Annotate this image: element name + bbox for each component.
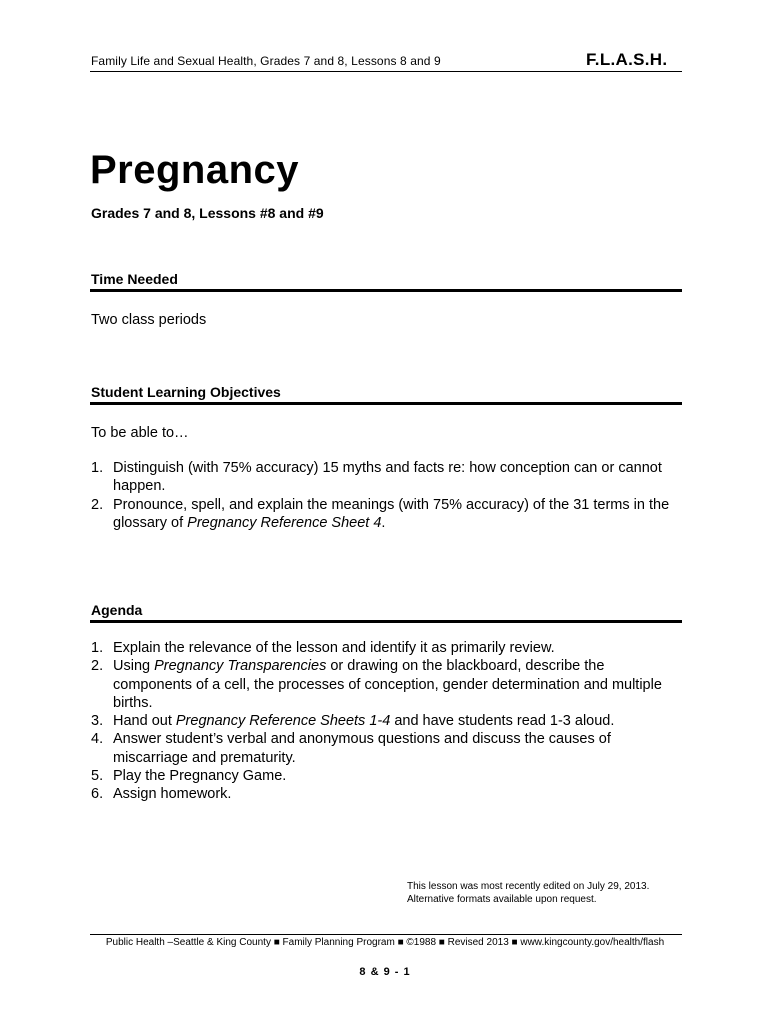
footer-divider	[90, 934, 682, 935]
agenda-text: Answer student’s verbal and anonymous questions and discuss the causes of miscarriage and prematurity.	[113, 731, 611, 766]
alt-formats-note: Alternative formats available upon request.	[407, 894, 597, 905]
objective-emphasis: Pregnancy Reference Sheet 4	[187, 514, 382, 531]
objectives-intro: To be able to…	[91, 425, 189, 441]
list-number: 1.	[91, 640, 104, 656]
page-title: Pregnancy	[90, 148, 300, 192]
agenda-text-tail: and have students read 1-3 aloud.	[390, 713, 615, 730]
agenda-text: Play the Pregnancy Game.	[113, 768, 287, 785]
page-number: 8 & 9 - 1	[359, 966, 411, 978]
section-heading-time-needed: Time Needed	[91, 271, 178, 287]
agenda-item	[91, 639, 671, 657]
section-divider-objectives	[90, 402, 682, 405]
agenda-item	[91, 767, 671, 785]
agenda-item	[91, 657, 671, 712]
section-divider-time-needed	[90, 289, 682, 292]
agenda-text: Explain the relevance of the lesson and identify it as primarily review.	[113, 640, 555, 656]
agenda-text-tail: or drawing on the blackboard, describe the components of a cell, the processes of conception, gender determination and multiple births.	[113, 658, 662, 711]
time-needed-text: Two class periods	[91, 312, 207, 328]
objective-item	[91, 496, 671, 533]
objective-item	[91, 459, 671, 496]
header-divider	[90, 71, 682, 72]
agenda-text: Hand out	[113, 713, 176, 730]
list-number: 4.	[91, 731, 104, 748]
list-number: 2.	[91, 496, 104, 513]
list-number: 5.	[91, 768, 104, 785]
section-divider-agenda	[90, 620, 682, 623]
objectives-list	[91, 459, 671, 532]
running-header-brand: F.L.A.S.H.	[586, 50, 668, 69]
agenda-text: Using	[113, 658, 155, 675]
section-heading-objectives: Student Learning Objectives	[91, 384, 281, 400]
page-footer: Public Health –Seattle & King County ■ Family Planning Program ■ ©1988 ■ Revised 2013 ■ www.kingcounty.gov/health/flash	[105, 937, 665, 948]
agenda-text: Assign homework.	[113, 786, 232, 803]
list-number: 6.	[91, 786, 104, 803]
agenda-emphasis: Pregnancy Transparencies	[154, 658, 327, 675]
objective-text: Distinguish (with 75% accuracy) 15 myths and facts re: how conception can or cannot happen.	[113, 460, 662, 495]
section-heading-agenda: Agenda	[91, 602, 143, 618]
agenda-item	[91, 785, 671, 803]
edit-note: This lesson was most recently edited on July 29, 2013.	[407, 881, 650, 892]
objective-text-tail: .	[381, 514, 386, 531]
list-number: 3.	[91, 713, 104, 730]
running-header-title: Family Life and Sexual Health, Grades 7 and 8, Lessons 8 and 9	[91, 54, 441, 68]
agenda-emphasis: Pregnancy Reference Sheets 1-4	[175, 713, 391, 730]
list-number: 2.	[91, 658, 104, 675]
agenda-item	[91, 712, 671, 730]
agenda-item	[91, 730, 671, 767]
list-number: 1.	[91, 460, 104, 476]
page-subtitle: Grades 7 and 8, Lessons #8 and #9	[91, 205, 324, 221]
agenda-list	[91, 639, 671, 804]
objective-text: Pronounce, spell, and explain the meanings (with 75% accuracy) of the 31 terms in the glossary of	[113, 496, 670, 531]
